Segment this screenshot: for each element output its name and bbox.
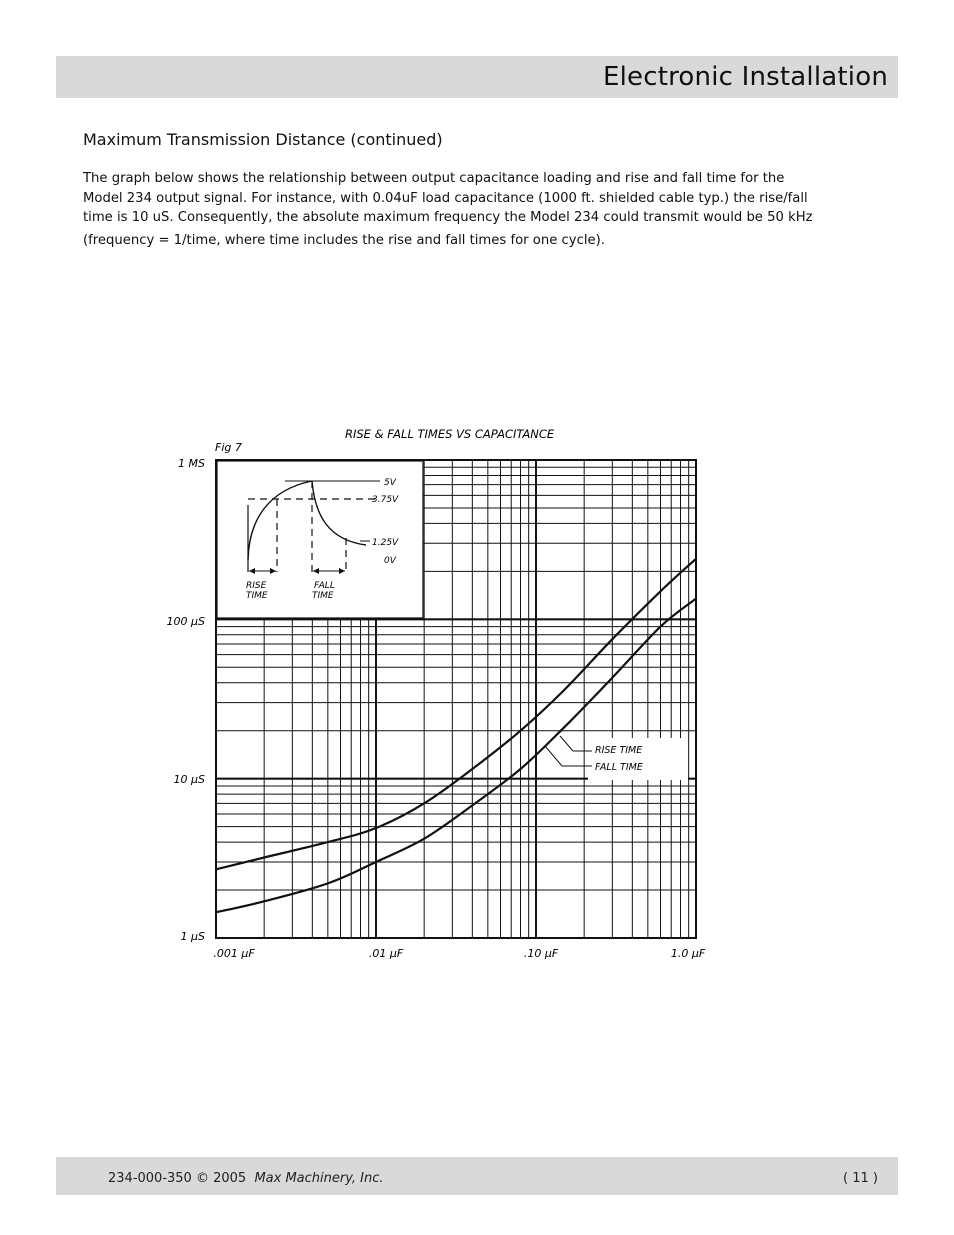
legend-leader-rise bbox=[560, 736, 573, 751]
rise-fall-chart bbox=[150, 420, 730, 980]
figure-label: Fig 7 bbox=[215, 441, 242, 454]
legend-leader-fall bbox=[545, 746, 562, 766]
level-125v-label: 1.25V bbox=[372, 538, 399, 548]
y-tick-label: 1 MS bbox=[178, 457, 205, 470]
body-paragraph bbox=[83, 169, 893, 250]
company-name: Max Machinery, Inc. bbox=[254, 1171, 384, 1186]
paragraph-line: time is 10 uS. Consequently, the absolute maximum frequency the Model 234 could transmit would be 50 kHz bbox=[83, 210, 813, 225]
y-tick-label: 1 µS bbox=[180, 930, 205, 943]
paragraph-line: (frequency = 1/time, where time includes the rise and fall times for one cycle). bbox=[83, 232, 605, 248]
paragraph-line: Model 234 output signal. For instance, with 0.04uF load capacitance (1000 ft. shielded cable typ.) the rise/fall bbox=[83, 190, 808, 206]
section-title: Maximum Transmission Distance (continued) bbox=[83, 130, 443, 149]
page-number: ( 11 ) bbox=[843, 1171, 878, 1186]
doc-number: 234-000-350 © 2005 bbox=[108, 1171, 247, 1186]
waveform-inset bbox=[217, 461, 423, 618]
y-axis-labels bbox=[167, 457, 206, 943]
level-5v-label: 5V bbox=[384, 478, 396, 488]
legend-label-fall: FALL TIME bbox=[595, 762, 643, 773]
chart-legend bbox=[545, 736, 688, 780]
x-tick-label: .001 µF bbox=[213, 947, 255, 960]
x-tick-label: .01 µF bbox=[368, 947, 404, 960]
page-title: Electronic Installation bbox=[602, 62, 888, 92]
y-tick-label: 10 µS bbox=[173, 773, 205, 786]
fall-time-label: TIME bbox=[312, 591, 334, 601]
footer-doc-info bbox=[108, 1171, 384, 1186]
level-375v-label: 3.75V bbox=[372, 495, 399, 505]
paragraph-line: The graph below shows the relationship between output capacitance loading and rise and fall time for the bbox=[83, 171, 785, 186]
level-0v-label: 0V bbox=[384, 556, 396, 566]
legend-label-rise: RISE TIME bbox=[595, 745, 643, 756]
header-bar bbox=[56, 56, 898, 98]
x-tick-label: 1.0 µF bbox=[670, 947, 706, 960]
y-tick-label: 100 µS bbox=[166, 615, 205, 628]
x-tick-label: .10 µF bbox=[523, 947, 559, 960]
fall-time-label: FALL bbox=[314, 581, 335, 591]
rise-time-label: RISE bbox=[246, 581, 267, 591]
x-axis-labels bbox=[213, 947, 705, 960]
footer-bar bbox=[56, 1157, 898, 1195]
rise-time-label: TIME bbox=[246, 591, 268, 601]
chart-title: RISE & FALL TIMES VS CAPACITANCE bbox=[345, 427, 555, 441]
